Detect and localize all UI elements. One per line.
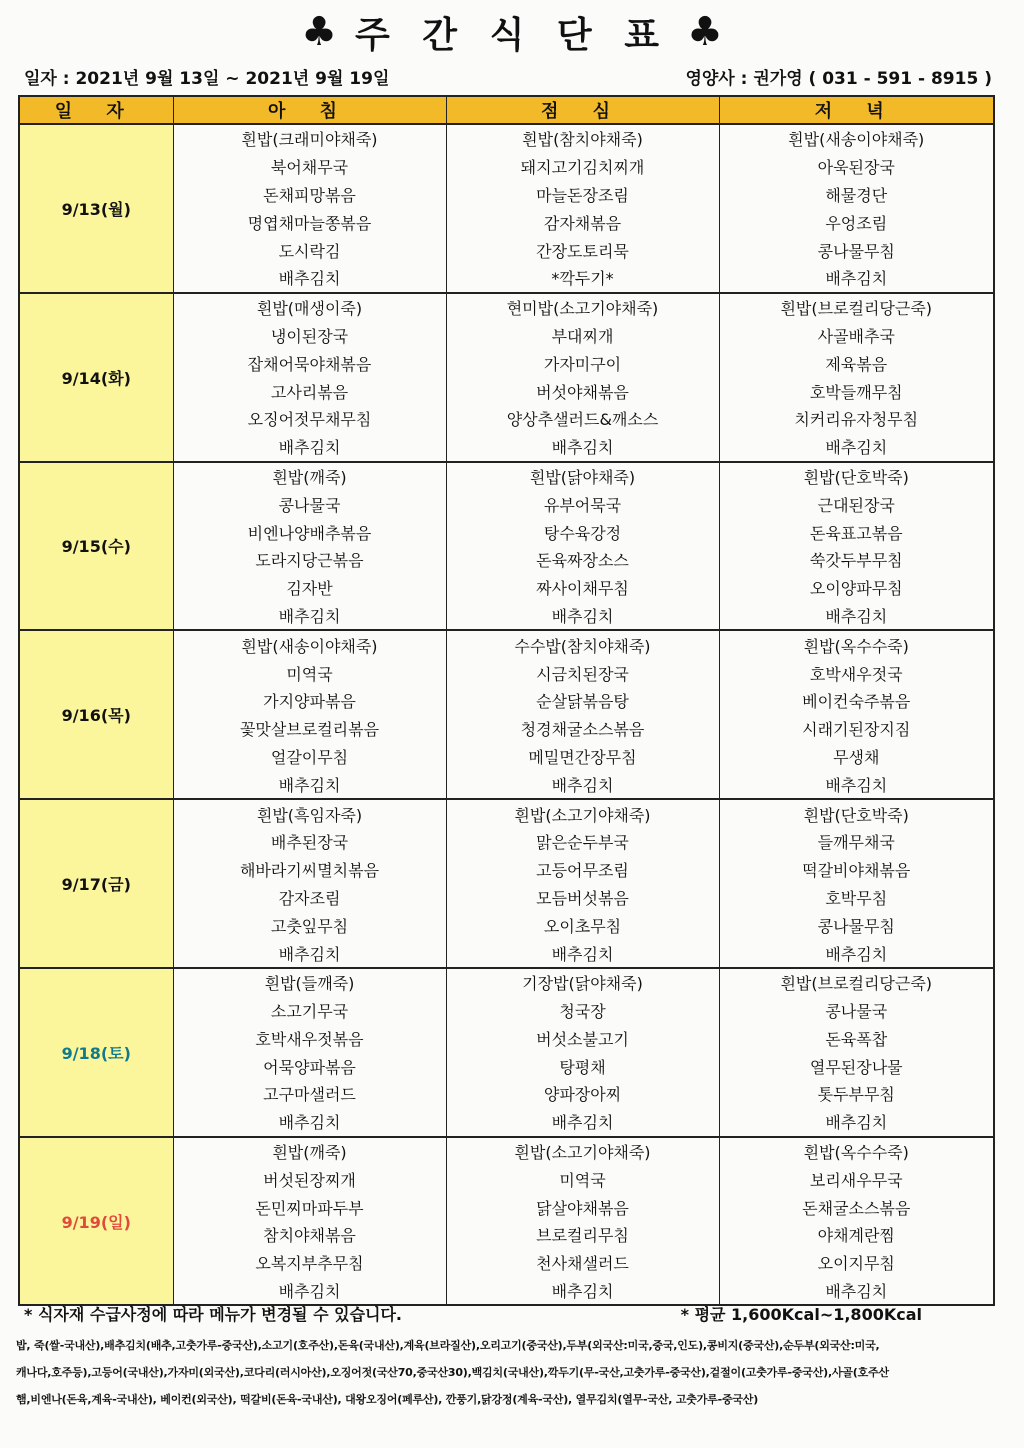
breakfast-item: 흰밥(크래미야채죽): [173, 124, 446, 153]
breakfast-item: 콩나물국: [173, 490, 446, 518]
dinner-item: 호박들깨무침: [719, 377, 994, 405]
club-icon: ♣: [301, 9, 337, 55]
menu-row: [19, 799, 994, 828]
lunch-item: 오이초무침: [446, 911, 719, 939]
dinner-item: 야채계란찜: [719, 1221, 994, 1249]
notes-row: [24, 1300, 992, 1326]
lunch-item: 천사채샐러드: [446, 1249, 719, 1277]
lunch-item: 배추김치: [446, 770, 719, 799]
breakfast-item: 배추김치: [173, 602, 446, 631]
menu-row: [19, 293, 994, 322]
lunch-item: 흰밥(소고기야채죽): [446, 799, 719, 828]
breakfast-item: 배추김치: [173, 1277, 446, 1306]
dinner-item: 보리새우무국: [719, 1165, 994, 1193]
lunch-item: 감자채볶음: [446, 208, 719, 236]
lunch-item: 브로컬리무침: [446, 1221, 719, 1249]
breakfast-item: 흰밥(깨죽): [173, 462, 446, 491]
day-date: 9/16(목): [19, 630, 173, 799]
breakfast-item: 고구마샐러드: [173, 1080, 446, 1108]
dinner-item: 베이컨숙주볶음: [719, 687, 994, 715]
dinner-item: 치커리유자청무침: [719, 405, 994, 433]
lunch-item: 배추김치: [446, 1108, 719, 1137]
dinner-item: 호박새우젓국: [719, 659, 994, 687]
dinner-item: 쑥갓두부무침: [719, 546, 994, 574]
dinner-item: 아욱된장국: [719, 153, 994, 181]
breakfast-item: 배추김치: [173, 433, 446, 462]
day-date: 9/18(토): [19, 968, 173, 1137]
lunch-item: *깍두기*: [446, 264, 719, 293]
dinner-item: 열무된장나물: [719, 1052, 994, 1080]
dinner-item: 돈육표고볶음: [719, 518, 994, 546]
column-header-date: 일 자: [19, 96, 173, 124]
dinner-item: 우엉조림: [719, 208, 994, 236]
lunch-item: 배추김치: [446, 939, 719, 968]
dinner-item: 돈채굴소스볶음: [719, 1193, 994, 1221]
lunch-item: 마늘돈장조림: [446, 181, 719, 209]
dinner-item: 콩나물국: [719, 997, 994, 1025]
menu-change-note: * 식자재 수급사정에 따라 메뉴가 변경될 수 있습니다.: [24, 1304, 403, 1324]
dinner-item: 배추김치: [719, 264, 994, 293]
lunch-item: 탕수육강정: [446, 518, 719, 546]
dinner-item: 오이지무침: [719, 1249, 994, 1277]
dinner-item: 근대된장국: [719, 490, 994, 518]
menu-body: [19, 124, 994, 1305]
weekly-menu-table: [18, 95, 995, 1306]
breakfast-item: 도라지당근볶음: [173, 546, 446, 574]
lunch-item: 배추김치: [446, 602, 719, 631]
day-date: 9/13(월): [19, 124, 173, 293]
breakfast-item: 미역국: [173, 659, 446, 687]
lunch-item: 현미밥(소고기야채죽): [446, 293, 719, 322]
breakfast-item: 가지양파볶음: [173, 687, 446, 715]
dinner-item: 콩나물무침: [719, 236, 994, 264]
breakfast-item: 흰밥(흑임자죽): [173, 799, 446, 828]
lunch-item: 청국장: [446, 997, 719, 1025]
dinner-item: 배추김치: [719, 939, 994, 968]
lunch-item: 양파장아찌: [446, 1080, 719, 1108]
breakfast-item: 흰밥(매생이죽): [173, 293, 446, 322]
breakfast-item: 배추김치: [173, 770, 446, 799]
origin-line: 햄,비엔나(돈육,계육-국내산), 베이컨(외국산), 떡갈비(돈육-국내산), 대왕오징어(페루산), 깐풍기,닭강정(계육-국산), 열무김치(열무-국산, 고춧가루-중국산): [16, 1393, 759, 1406]
dinner-item: 제육볶음: [719, 349, 994, 377]
breakfast-item: 어묵양파볶음: [173, 1052, 446, 1080]
breakfast-item: 고사리볶음: [173, 377, 446, 405]
breakfast-item: 버섯된장찌개: [173, 1165, 446, 1193]
dinner-item: 흰밥(옥수수죽): [719, 630, 994, 659]
dinner-item: 흰밥(단호박죽): [719, 799, 994, 828]
dinner-item: 해물경단: [719, 181, 994, 209]
lunch-item: 유부어묵국: [446, 490, 719, 518]
origin-info: [16, 1332, 996, 1413]
breakfast-item: 잡채어묵야채볶음: [173, 349, 446, 377]
menu-row: [19, 1137, 994, 1166]
dinner-item: 오이양파무침: [719, 574, 994, 602]
lunch-item: 미역국: [446, 1165, 719, 1193]
menu-row: [19, 968, 994, 997]
breakfast-item: 비엔나양배추볶음: [173, 518, 446, 546]
dinner-item: 흰밥(새송이야채죽): [719, 124, 994, 153]
lunch-item: 고등어무조림: [446, 856, 719, 884]
lunch-item: 시금치된장국: [446, 659, 719, 687]
lunch-item: 메밀면간장무침: [446, 743, 719, 771]
day-date: 9/17(금): [19, 799, 173, 968]
dinner-item: 흰밥(단호박죽): [719, 462, 994, 491]
day-date: 9/14(화): [19, 293, 173, 462]
breakfast-item: 오징어젓무채무침: [173, 405, 446, 433]
breakfast-item: 배추된장국: [173, 828, 446, 856]
dietitian-contact: 영양사 : 권가영 ( 031 - 591 - 8915 ): [685, 68, 992, 89]
dinner-item: 톳두부무침: [719, 1080, 994, 1108]
breakfast-item: 돈민찌마파두부: [173, 1193, 446, 1221]
dinner-item: 배추김치: [719, 770, 994, 799]
breakfast-item: 명엽채마늘쫑볶음: [173, 208, 446, 236]
menu-title-bar: [0, 4, 1024, 60]
date-range: 일자 : 2021년 9월 13일 ~ 2021년 9월 19일: [24, 68, 390, 89]
dinner-item: 흰밥(옥수수죽): [719, 1137, 994, 1166]
lunch-item: 탕평채: [446, 1052, 719, 1080]
lunch-item: 맑은순두부국: [446, 828, 719, 856]
menu-row: [19, 462, 994, 491]
dinner-item: 호박무침: [719, 884, 994, 912]
info-row: [24, 64, 992, 88]
lunch-item: 돼지고기김치찌개: [446, 153, 719, 181]
lunch-item: 기장밥(닭야채죽): [446, 968, 719, 997]
page-title: 주 간 식 단 표: [354, 14, 669, 56]
lunch-item: 수수밥(참치야채죽): [446, 630, 719, 659]
lunch-item: 간장도토리묵: [446, 236, 719, 264]
breakfast-item: 해바라기씨멸치볶음: [173, 856, 446, 884]
dinner-item: 배추김치: [719, 1277, 994, 1306]
breakfast-item: 북어채무국: [173, 153, 446, 181]
menu-row: [19, 124, 994, 153]
breakfast-item: 흰밥(깨죽): [173, 1137, 446, 1166]
breakfast-item: 오복지부추무침: [173, 1249, 446, 1277]
breakfast-item: 배추김치: [173, 264, 446, 293]
dinner-item: 콩나물무침: [719, 911, 994, 939]
menu-row: [19, 630, 994, 659]
breakfast-item: 감자조림: [173, 884, 446, 912]
origin-line: 밥, 죽(쌀-국내산),배추김치(배추,고춧가루-중국산),소고기(호주산),돈육(국내산),계육(브라질산),오리고기(중국산),두부(외국산:미국,중국,인도),콩비지(중국산),순두부(외국산:미국,: [16, 1339, 880, 1352]
dinner-item: 시래기된장지짐: [719, 715, 994, 743]
lunch-item: 버섯소불고기: [446, 1025, 719, 1053]
column-header-lunch: 점 심: [446, 96, 719, 124]
dinner-item: 돈육폭찹: [719, 1025, 994, 1053]
breakfast-item: 소고기무국: [173, 997, 446, 1025]
lunch-item: 배추김치: [446, 1277, 719, 1306]
lunch-item: 버섯야채볶음: [446, 377, 719, 405]
lunch-item: 짜사이채무침: [446, 574, 719, 602]
breakfast-item: 흰밥(들깨죽): [173, 968, 446, 997]
lunch-item: 청경채굴소스볶음: [446, 715, 719, 743]
lunch-item: 가자미구이: [446, 349, 719, 377]
breakfast-item: 도시락김: [173, 236, 446, 264]
breakfast-item: 배추김치: [173, 939, 446, 968]
dinner-item: 흰밥(브로컬리당근죽): [719, 968, 994, 997]
lunch-item: 부대찌개: [446, 322, 719, 350]
dinner-item: 떡갈비야채볶음: [719, 856, 994, 884]
lunch-item: 배추김치: [446, 433, 719, 462]
dinner-item: 배추김치: [719, 1108, 994, 1137]
breakfast-item: 호박새우젓볶음: [173, 1025, 446, 1053]
calorie-note: * 평균 1,600Kcal~1,800Kcal: [680, 1304, 922, 1324]
column-header-dinner: 저 녁: [719, 96, 994, 124]
lunch-item: 흰밥(닭야채죽): [446, 462, 719, 491]
dinner-item: 사골배추국: [719, 322, 994, 350]
breakfast-item: 냉이된장국: [173, 322, 446, 350]
dinner-item: 무생채: [719, 743, 994, 771]
dinner-item: 흰밥(브로컬리당근죽): [719, 293, 994, 322]
breakfast-item: 얼갈이무침: [173, 743, 446, 771]
lunch-item: 닭살야채볶음: [446, 1193, 719, 1221]
lunch-item: 돈육짜장소스: [446, 546, 719, 574]
origin-line: 캐나다,호주등),고등어(국내산),가자미(외국산),코다리(러시아산),오징어젓(국산70,중국산30),백김치(국내산),깍두기(무-국산,고춧가루-중국산),겉절이(고춧가루-중국산),사골(호주산: [16, 1366, 889, 1379]
lunch-item: 흰밥(참치야채죽): [446, 124, 719, 153]
breakfast-item: 꽃맛살브로컬리볶음: [173, 715, 446, 743]
day-date: 9/19(일): [19, 1137, 173, 1306]
column-header-breakfast: 아 침: [173, 96, 446, 124]
day-date: 9/15(수): [19, 462, 173, 631]
club-icon: ♣: [687, 9, 723, 55]
lunch-item: 모듬버섯볶음: [446, 884, 719, 912]
breakfast-item: 돈채피망볶음: [173, 181, 446, 209]
breakfast-item: 참치야채볶음: [173, 1221, 446, 1249]
dinner-item: 배추김치: [719, 602, 994, 631]
breakfast-item: 고춧잎무침: [173, 911, 446, 939]
lunch-item: 순살닭볶음탕: [446, 687, 719, 715]
breakfast-item: 흰밥(새송이야채죽): [173, 630, 446, 659]
lunch-item: 흰밥(소고기야채죽): [446, 1137, 719, 1166]
dinner-item: 들깨무채국: [719, 828, 994, 856]
breakfast-item: 배추김치: [173, 1108, 446, 1137]
lunch-item: 양상추샐러드&깨소스: [446, 405, 719, 433]
table-header-row: [19, 96, 994, 124]
breakfast-item: 김자반: [173, 574, 446, 602]
dinner-item: 배추김치: [719, 433, 994, 462]
